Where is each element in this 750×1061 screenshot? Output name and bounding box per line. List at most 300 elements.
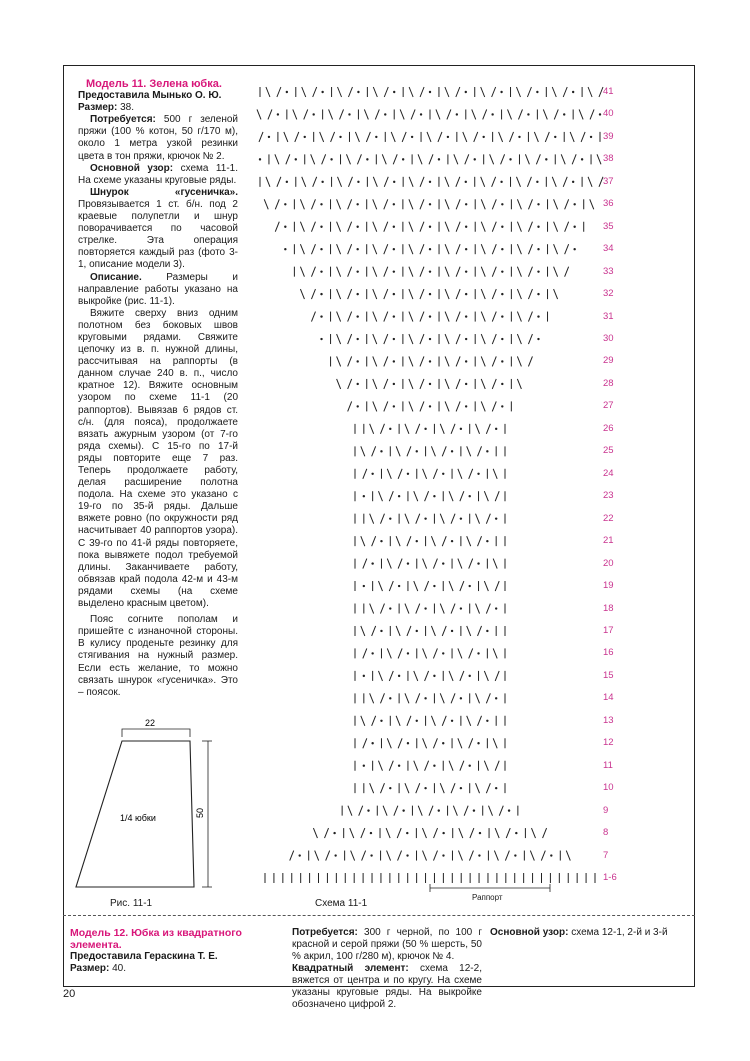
- stitch-symbol: [396, 536, 400, 546]
- stitch-symbol: [313, 177, 317, 187]
- chain-dot: [286, 181, 288, 183]
- stitch-symbol: [275, 222, 279, 232]
- stitch-symbol: [366, 132, 370, 142]
- stitch-symbol: [409, 87, 413, 97]
- scheme-row: [355, 693, 505, 703]
- chain-dot: [477, 473, 479, 475]
- stitch-symbol: [516, 177, 520, 187]
- instructions-paragraph: Вяжите сверху вниз одним полотном без боковых швов круговыми рядами. Свяжите цепочку из в. п. нужной длины, рассчитывая на раппорты (в данном случае 240 в. п., число кратное 12). Вяжите основным узором по схеме 11-1 (20 раппортов). Вывязав 6 рядов ст. с/н. (для пояса), продолжаете вязать ажурным узором (от 7-го ряда схемы). С 15-го по 17-й ряды повторите еще 7 раз. Теперь продолжаете работу, делая расширение полотна подола. На схеме это указано с 19-го по 35-й ряды. Дальше вяжете ровно (по окружности ряд насчитывает 40 раппортов узора). С 39-го по 41-й ряды повторяете, пока вывяжете подол требуемой длины. Заканчиваете работу, обвязав край подола 42-м и 43-м рядами схемы (на схеме выделено красным цветом).: [78, 307, 238, 610]
- chain-dot: [363, 495, 365, 497]
- stitch-symbol: [469, 648, 473, 658]
- chain-dot: [451, 540, 453, 542]
- stitch-symbol: [295, 132, 299, 142]
- chain-dot: [320, 203, 322, 205]
- model12-square-label: Квадратный элемент:: [292, 963, 409, 974]
- scheme-row: [290, 851, 571, 861]
- stitch-symbol: [311, 244, 315, 254]
- chain-dot: [536, 181, 538, 183]
- stitch-symbol: [264, 199, 268, 209]
- stitch-symbol: [565, 222, 569, 232]
- chain-dot: [371, 473, 373, 475]
- stitch-symbol: [440, 783, 444, 793]
- stitch-symbol: [445, 334, 449, 344]
- stitch-symbol: [486, 514, 490, 524]
- stitch-symbol: [433, 851, 437, 861]
- stitch-symbol: [510, 132, 514, 142]
- stitch-symbol: [534, 132, 538, 142]
- row-number: 38: [603, 153, 614, 165]
- stitch-symbol: [456, 356, 460, 366]
- stitch-symbol: [456, 379, 460, 389]
- stitch-symbol: [429, 806, 433, 816]
- desc-label: Описание.: [90, 271, 142, 283]
- stitch-symbol: [384, 199, 388, 209]
- scheme-row: [265, 873, 595, 883]
- stitch-symbol: [433, 738, 437, 748]
- model12-size-label: Размер:: [70, 963, 110, 974]
- stitch-symbol: [382, 154, 386, 164]
- chain-dot: [420, 113, 422, 115]
- chain-dot: [460, 428, 462, 430]
- stitch-symbol: [467, 536, 471, 546]
- chain-dot: [469, 585, 471, 587]
- desc-text: Размеры и направление работы указано на выкройке (рис. 11-1).: [78, 271, 238, 307]
- chain-dot: [370, 832, 372, 834]
- stitch-symbol: [373, 244, 377, 254]
- stitch-symbol: [373, 199, 377, 209]
- stitch-symbol: [311, 222, 315, 232]
- stitch-symbol: [517, 199, 521, 209]
- stitch-symbol: [361, 626, 365, 636]
- stitch-symbol: [300, 199, 304, 209]
- chain-dot: [393, 360, 395, 362]
- stitch-symbol: [337, 244, 341, 254]
- stitch-symbol: [492, 401, 496, 411]
- chain-dot: [509, 158, 511, 160]
- chain-dot: [389, 517, 391, 519]
- stitch-symbol: [398, 738, 402, 748]
- stitch-symbol: [545, 132, 549, 142]
- stitch-symbol: [311, 312, 315, 322]
- scheme-row: [259, 132, 600, 142]
- stitch-symbol: [398, 559, 402, 569]
- model12-square-text: схема 12-2, вяжется от центра и по кругу. На схеме указаны круговые ряды. На выкройке обозначено цифрой 2.: [292, 963, 482, 1010]
- stitch-symbol: [380, 693, 384, 703]
- stitch-symbol: [451, 693, 455, 703]
- row-number: 14: [603, 692, 614, 704]
- stitch-symbol: [409, 289, 413, 299]
- stitch-symbol: [431, 536, 435, 546]
- stitch-symbol: [387, 851, 391, 861]
- stitch-symbol: [508, 109, 512, 119]
- stitch-symbol: [464, 806, 468, 816]
- chain-dot: [469, 675, 471, 677]
- stitch-symbol: [387, 559, 391, 569]
- row-number: 27: [603, 400, 614, 412]
- chain-dot: [320, 338, 322, 340]
- stitch-symbol: [469, 851, 473, 861]
- chain-dot: [393, 315, 395, 317]
- chain-dot: [268, 136, 270, 138]
- chain-dot: [537, 226, 539, 228]
- chain-dot: [380, 720, 382, 722]
- chain-dot: [563, 113, 565, 115]
- stitch-symbol: [420, 356, 424, 366]
- chain-dot: [495, 697, 497, 699]
- stitch-symbol: [554, 267, 558, 277]
- stitch-symbol: [389, 671, 393, 681]
- stitch-symbol: [442, 626, 446, 636]
- chain-dot: [477, 562, 479, 564]
- row-number: 11: [603, 759, 613, 771]
- row-number: 35: [603, 220, 614, 232]
- stitch-symbol: [364, 109, 368, 119]
- stitch-symbol: [492, 312, 496, 322]
- stitch-symbol: [528, 289, 532, 299]
- stitch-symbol: [492, 199, 496, 209]
- stitch-symbol: [383, 806, 387, 816]
- crochet-scheme-11-1: [250, 70, 610, 900]
- chain-dot: [442, 652, 444, 654]
- stitch-symbol: [458, 469, 462, 479]
- scheme-row: [320, 334, 539, 344]
- scheme-row: [348, 401, 512, 411]
- stitch-symbol: [463, 132, 467, 142]
- stitch-symbol: [481, 356, 485, 366]
- stitch-symbol: [340, 109, 344, 119]
- chain-dot: [515, 832, 517, 834]
- stitch-symbol: [518, 109, 522, 119]
- stitch-symbol: [420, 199, 424, 209]
- stitch-symbol: [459, 828, 463, 838]
- stitch-symbol: [445, 356, 449, 366]
- chain-dot: [501, 405, 503, 407]
- stitch-symbol: [422, 828, 426, 838]
- stitch-symbol: [393, 154, 397, 164]
- rapport-label: Раппорт: [472, 893, 503, 902]
- chain-dot: [545, 158, 547, 160]
- chain-dot: [393, 405, 395, 407]
- stitch-symbol: [481, 199, 485, 209]
- stitch-symbol: [409, 401, 413, 411]
- stitch-symbol: [493, 738, 497, 748]
- chain-dot: [424, 787, 426, 789]
- stitch-symbol: [445, 87, 449, 97]
- row-number: 18: [603, 602, 614, 614]
- stitch-symbol: [541, 851, 545, 861]
- chain-dot: [527, 113, 529, 115]
- stitch-symbol: [396, 626, 400, 636]
- stitch-symbol: [407, 536, 411, 546]
- stitch-symbol: [405, 783, 409, 793]
- chain-dot: [460, 517, 462, 519]
- chain-dot: [501, 270, 503, 272]
- chain-dot: [518, 136, 520, 138]
- stitch-symbol: [420, 334, 424, 344]
- stitch-symbol: [528, 222, 532, 232]
- size-label: Размер:: [78, 102, 118, 114]
- chain-dot: [465, 91, 467, 93]
- stitch-symbol: [484, 581, 488, 591]
- stitch-symbol: [458, 738, 462, 748]
- stitch-symbol: [456, 334, 460, 344]
- stitch-symbol: [409, 334, 413, 344]
- pattern-text: схема 11-1. На схеме указаны круговые ряды.: [78, 162, 238, 186]
- chain-dot: [486, 450, 488, 452]
- scheme-row: [355, 671, 505, 681]
- finishing-paragraph: Пояс согните пополам и пришейте с изнаночной стороны. В кулису проденьте резинку для стягивания на нужный размер. Если есть желание, то можно связать шнурок «гусеничка». Это – поясок.: [78, 614, 238, 698]
- chain-dot: [389, 787, 391, 789]
- stitch-symbol: [302, 177, 306, 187]
- stitch-symbol: [380, 424, 384, 434]
- stitch-symbol: [348, 806, 352, 816]
- stitch-symbol: [338, 87, 342, 97]
- stitch-symbol: [380, 783, 384, 793]
- chain-dot: [429, 248, 431, 250]
- stitch-symbol: [373, 401, 377, 411]
- stitch-symbol: [434, 828, 438, 838]
- model12-pattern-label: Основной узор:: [490, 927, 569, 938]
- chain-dot: [356, 338, 358, 340]
- stitch-symbol: [373, 379, 377, 389]
- row-number: 30: [603, 333, 614, 345]
- stitch-symbol: [311, 199, 315, 209]
- scheme-row: [355, 469, 505, 479]
- chain-dot: [500, 91, 502, 93]
- stitch-symbol: [531, 828, 535, 838]
- stitch-symbol: [397, 828, 401, 838]
- row-number: 17: [603, 624, 614, 636]
- scheme-row: [342, 806, 518, 816]
- stitch-symbol: [407, 716, 411, 726]
- chain-dot: [501, 203, 503, 205]
- chain-dot: [572, 91, 574, 93]
- chain-dot: [573, 226, 575, 228]
- stitch-symbol: [373, 267, 377, 277]
- chain-dot: [320, 270, 322, 272]
- stitch-symbol: [494, 851, 498, 861]
- stitch-symbol: [338, 177, 342, 187]
- chain-dot: [407, 473, 409, 475]
- chain-dot: [477, 652, 479, 654]
- stitch-symbol: [458, 648, 462, 658]
- stitch-symbol: [476, 693, 480, 703]
- stitch-symbol: [451, 783, 455, 793]
- chain-dot: [465, 203, 467, 205]
- stitch-symbol: [418, 806, 422, 816]
- row-number: 31: [603, 310, 614, 322]
- stitch-symbol: [348, 401, 352, 411]
- chain-dot: [442, 832, 444, 834]
- chain-dot: [465, 383, 467, 385]
- stitch-symbol: [348, 334, 352, 344]
- stitch-symbol: [304, 109, 308, 119]
- row-number: 33: [603, 265, 614, 277]
- chain-dot: [398, 495, 400, 497]
- stitch-symbol: [337, 312, 341, 322]
- stitch-symbol: [325, 828, 329, 838]
- stitch-symbol: [493, 648, 497, 658]
- stitch-symbol: [460, 581, 464, 591]
- stitch-symbol: [259, 132, 263, 142]
- stitch-symbol: [458, 851, 462, 861]
- pattern-label: Основной узор:: [90, 162, 174, 174]
- model11-title: Модель 11. Зелена юбка.: [86, 78, 222, 90]
- stitch-symbol: [440, 604, 444, 614]
- chain-dot: [473, 809, 475, 811]
- stitch-symbol: [478, 716, 482, 726]
- chain-dot: [402, 809, 404, 811]
- stitch-symbol: [405, 693, 409, 703]
- stitch-symbol: [384, 334, 388, 344]
- stitch-symbol: [348, 87, 352, 97]
- stitch-symbol: [329, 109, 333, 119]
- stitch-symbol: [427, 132, 431, 142]
- chain-dot: [320, 293, 322, 295]
- stitch-symbol: [409, 267, 413, 277]
- stitch-symbol: [438, 132, 442, 142]
- stitch-symbol: [384, 87, 388, 97]
- chain-dot: [465, 360, 467, 362]
- stitch-symbol: [492, 379, 496, 389]
- scheme-row: [260, 87, 603, 97]
- stitch-symbol: [337, 289, 341, 299]
- chain-dot: [429, 338, 431, 340]
- stitch-symbol: [481, 177, 485, 187]
- chain-dot: [304, 136, 306, 138]
- chain-dot: [424, 428, 426, 430]
- scheme-row: [355, 581, 505, 591]
- scheme-row: [355, 604, 505, 614]
- stitch-symbol: [400, 109, 404, 119]
- stitch-symbol: [300, 222, 304, 232]
- chain-dot: [514, 854, 516, 856]
- stitch-symbol: [469, 738, 473, 748]
- chain-dot: [402, 158, 404, 160]
- stitch-symbol: [284, 132, 288, 142]
- stitch-symbol: [481, 222, 485, 232]
- stitch-symbol: [527, 87, 531, 97]
- cord-label: Шнурок «гусеничка».: [90, 186, 238, 198]
- row-number: 22: [603, 512, 614, 524]
- chain-dot: [501, 293, 503, 295]
- stitch-symbol: [402, 132, 406, 142]
- chain-dot: [442, 473, 444, 475]
- stitch-symbol: [405, 514, 409, 524]
- chain-dot: [375, 136, 377, 138]
- chain-dot: [393, 248, 395, 250]
- chain-dot: [424, 517, 426, 519]
- chain-dot: [406, 854, 408, 856]
- stitch-symbol: [492, 244, 496, 254]
- stitch-symbol: [451, 604, 455, 614]
- row-number: 25: [603, 445, 614, 457]
- stitch-symbol: [355, 132, 359, 142]
- model11-text: [78, 78, 238, 699]
- scheme-row: [355, 514, 505, 524]
- stitch-symbol: [445, 379, 449, 389]
- model12-pattern-text: схема 12-1, 2-й и 3-й: [568, 927, 668, 938]
- chain-dot: [572, 181, 574, 183]
- chain-dot: [537, 338, 539, 340]
- row-number: 13: [603, 714, 614, 726]
- chain-dot: [465, 338, 467, 340]
- stitch-symbol: [528, 356, 532, 366]
- chain-dot: [356, 248, 358, 250]
- stitch-symbol: [476, 514, 480, 524]
- stitch-symbol: [440, 693, 444, 703]
- stitch-symbol: [481, 289, 485, 299]
- chain-dot: [501, 360, 503, 362]
- stitch-symbol: [384, 401, 388, 411]
- row-number: 21: [603, 535, 614, 547]
- stitch-symbol: [552, 87, 556, 97]
- chain-dot: [407, 562, 409, 564]
- chain-dot: [312, 113, 314, 115]
- stitch-symbol: [492, 289, 496, 299]
- stitch-symbol: [407, 626, 411, 636]
- model12-pattern-block: [490, 927, 690, 939]
- chain-dot: [429, 91, 431, 93]
- stitch-symbol: [266, 87, 270, 97]
- stitch-symbol: [493, 469, 497, 479]
- stitch-symbol: [499, 132, 503, 142]
- stitch-symbol: [423, 469, 427, 479]
- chain-dot: [486, 540, 488, 542]
- stitch-symbol: [469, 469, 473, 479]
- stitch-symbol: [423, 851, 427, 861]
- chain-dot: [321, 181, 323, 183]
- stitch-symbol: [425, 671, 429, 681]
- stitch-symbol: [492, 177, 496, 187]
- stitch-symbol: [372, 536, 376, 546]
- stitch-symbol: [565, 267, 569, 277]
- stitch-symbol: [384, 289, 388, 299]
- stitch-symbol: [484, 491, 488, 501]
- scheme-row: [355, 738, 505, 748]
- chain-dot: [356, 360, 358, 362]
- stitch-symbol: [431, 446, 435, 456]
- chain-dot: [438, 158, 440, 160]
- stitch-symbol: [467, 716, 471, 726]
- stitch-symbol: [517, 379, 521, 389]
- stitch-symbol: [597, 154, 601, 164]
- stitch-symbol: [416, 514, 420, 524]
- figure-height: 50: [195, 807, 205, 818]
- scheme-row: [355, 783, 505, 793]
- stitch-symbol: [346, 154, 350, 164]
- stitch-symbol: [300, 289, 304, 299]
- chain-dot: [573, 203, 575, 205]
- chain-dot: [537, 270, 539, 272]
- stitch-symbol: [429, 154, 433, 164]
- stitch-symbol: [348, 199, 352, 209]
- stitch-symbol: [315, 851, 319, 861]
- stitch-symbol: [396, 716, 400, 726]
- stitch-symbol: [311, 267, 315, 277]
- stitch-symbol: [268, 109, 272, 119]
- stitch-symbol: [565, 244, 569, 254]
- stitch-symbol: [476, 783, 480, 793]
- stitch-symbol: [449, 581, 453, 591]
- chain-dot: [433, 765, 435, 767]
- stitch-symbol: [499, 806, 503, 816]
- stitch-symbol: [530, 851, 534, 861]
- chain-dot: [465, 248, 467, 250]
- stitch-symbol: [373, 87, 377, 97]
- chain-dot: [442, 742, 444, 744]
- chain-dot: [495, 428, 497, 430]
